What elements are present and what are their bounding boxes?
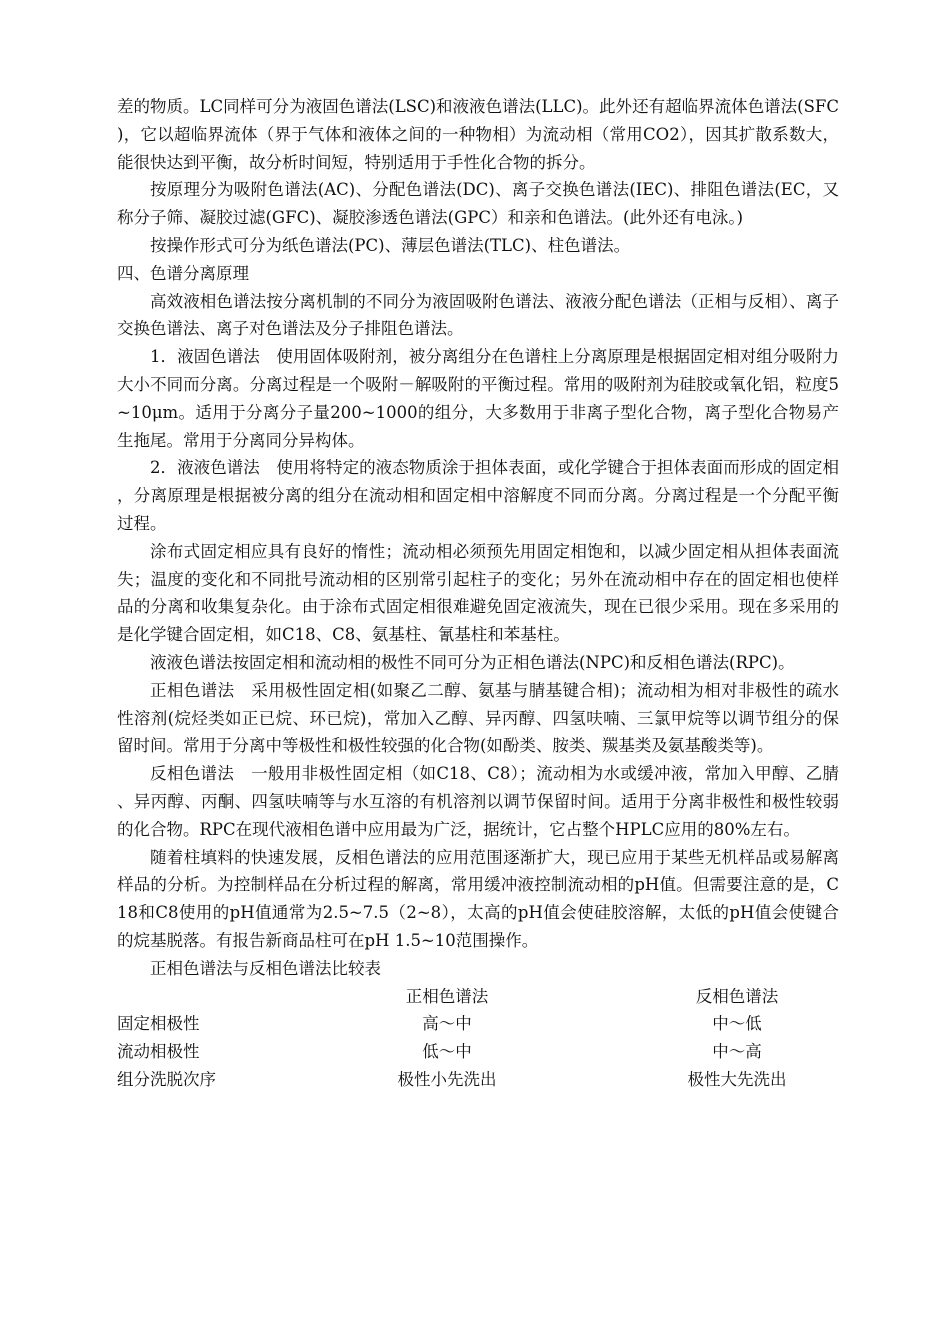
section-heading-4: 四、色谱分离原理 bbox=[117, 263, 249, 283]
table-title: 正相色谱法与反相色谱法比较表 bbox=[150, 958, 381, 978]
comparison-table bbox=[117, 983, 839, 1095]
table-cell: 高～中 bbox=[422, 1014, 472, 1034]
table-cell: 组分洗脱次序 bbox=[117, 1069, 216, 1089]
table-row bbox=[117, 1038, 839, 1066]
paragraph-column-packing: 随着柱填料的快速发展，反相色谱法的应用范围逐渐扩大，现已应用于某些无机样品或易解离样品的分析。为控制样品在分析过程的解离，常用缓冲液控制流动相的pH值。但需要注意的是，C18和C8使用的pH值通常为2.5~7.5（2~8），太高的pH值会使硅胶溶解，太低的pH值会使键合的烷基脱落。有报告新商品柱可在pH 1.5~10范围操作。 bbox=[117, 847, 839, 950]
paragraph-by-principle: 按原理分为吸附色谱法(AC)、分配色谱法(DC)、离子交换色谱法(IEC)、排阻色谱法(EC，又称分子筛、凝胶过滤(GFC)、凝胶渗透色谱法(GPC）和亲和色谱法。(此外还有电泳。) bbox=[117, 180, 839, 228]
table-cell: 极性大先洗出 bbox=[687, 1069, 787, 1089]
table-header-cell: 反相色谱法 bbox=[695, 986, 779, 1006]
paragraph-reverse-phase: 反相色谱法 一般用非极性固定相（如C18、C8）；流动相为水或缓冲液，常加入甲醇、乙腈、异丙醇、丙酮、四氢呋喃等与水互溶的有机溶剂以调节保留时间。适用于分离非极性和极性较弱的化合物。RPC在现代液相色谱中应用最为广泛，据统计，它占整个HPLC应用的80%左右。 bbox=[117, 764, 839, 839]
table-cell: 低～中 bbox=[422, 1042, 472, 1062]
table-row bbox=[117, 1010, 839, 1038]
table-header-cell: 正相色谱法 bbox=[405, 986, 489, 1006]
table-cell: 中～高 bbox=[712, 1042, 762, 1062]
paragraph-liquid-solid: 1．液固色谱法 使用固体吸附剂，被分离组分在色谱柱上分离原理是根据固定相对组分吸附力大小不同而分离。分离过程是一个吸附－解吸附的平衡过程。常用的吸附剂为硅胶或氧化铝，粒度5~10μm。适用于分离分子量200~1000的组分，大多数用于非离子型化合物，离子型化合物易产生拖尾。常用于分离同分异构体。 bbox=[117, 347, 839, 450]
document-page bbox=[117, 93, 839, 1095]
table-cell: 极性小先洗出 bbox=[397, 1069, 497, 1089]
table-cell: 流动相极性 bbox=[117, 1042, 200, 1062]
paragraph-hplc-mechanisms: 高效液相色谱法按分离机制的不同分为液固吸附色谱法、液液分配色谱法（正相与反相）、离子交换色谱法、离子对色谱法及分子排阻色谱法。 bbox=[117, 291, 839, 339]
paragraph-coated-phase: 涂布式固定相应具有良好的惰性；流动相必须预先用固定相饱和，以减少固定相从担体表面流失；温度的变化和不同批号流动相的区别常引起柱子的变化；另外在流动相中存在的固定相也使样品的分离和收集复杂化。由于涂布式固定相很难避免固定液流失，现在已很少采用。现在多采用的是化学键合固定相，如C18、C8、氨基柱、氰基柱和苯基柱。 bbox=[117, 541, 839, 645]
paragraph-by-operation: 按操作形式可分为纸色谱法(PC)、薄层色谱法(TLC)、柱色谱法。 bbox=[150, 235, 631, 255]
paragraph-normal-phase: 正相色谱法 采用极性固定相(如聚乙二醇、氨基与腈基键合相)；流动相为相对非极性的疏水性溶剂(烷烃类如正已烷、环已烷)，常加入乙醇、异丙醇、四氢呋喃、三氯甲烷等以调节组分的保留时间。常用于分离中等极性和极性较强的化合物(如酚类、胺类、羰基类及氨基酸类等)。 bbox=[117, 680, 839, 756]
table-header-row bbox=[117, 983, 839, 1011]
table-cell: 中～低 bbox=[712, 1014, 762, 1034]
table-row bbox=[117, 1066, 839, 1094]
table-cell: 固定相极性 bbox=[117, 1014, 200, 1034]
paragraph-chromatography-types: 差的物质。LC同样可分为液固色谱法(LSC)和液液色谱法(LLC)。此外还有超临界流体色谱法(SFC)，它以超临界流体（界于气体和液体之间的一种物相）为流动相（常用CO2），因其扩散系数大，能很快达到平衡，故分析时间短，特别适用于手性化合物的拆分。 bbox=[117, 97, 839, 172]
paragraph-npc-rpc: 液液色谱法按固定相和流动相的极性不同可分为正相色谱法(NPC)和反相色谱法(RPC)。 bbox=[150, 652, 795, 672]
paragraph-liquid-liquid: 2．液液色谱法 使用将特定的液态物质涂于担体表面，或化学键合于担体表面而形成的固定相，分离原理是根据被分离的组分在流动相和固定相中溶解度不同而分离。分离过程是一个分配平衡过程。 bbox=[117, 458, 839, 533]
